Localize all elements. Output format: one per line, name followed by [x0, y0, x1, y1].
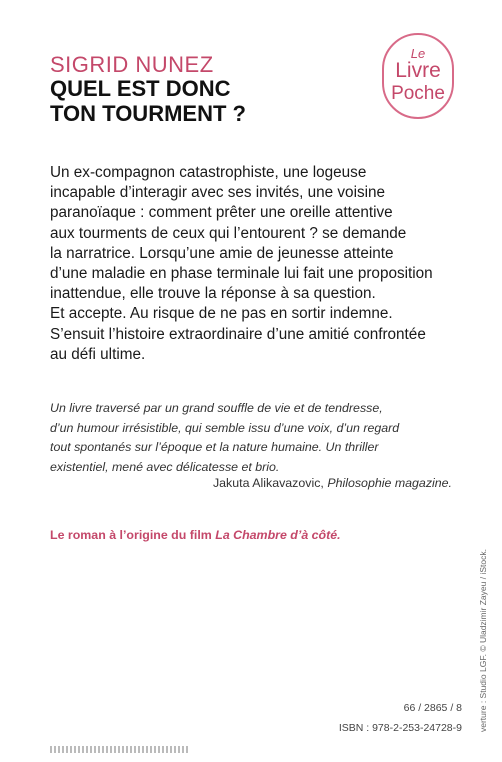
synopsis-line: S’ensuit l’histoire extraordinaire d’une amitié confrontée: [50, 325, 426, 343]
synopsis-line: au défi ultime.: [50, 345, 146, 363]
film-promo: [50, 528, 341, 542]
synopsis-line: Un ex-compagnon catastrophiste, une logeuse: [50, 164, 367, 181]
synopsis-line: incapable d’interagir avec ses invités, une voisine: [50, 184, 386, 202]
synopsis: [50, 163, 470, 365]
catalog-code: 66 / 2865 / 8: [403, 702, 462, 714]
quote-author: Jakuta Alikavazovic,: [212, 476, 324, 490]
isbn: ISBN : 978-2-253-24728-9: [338, 722, 462, 734]
quote-line: Un livre traversé par un grand souffle de vie et de tendresse,: [50, 401, 383, 415]
quote-line: tout spontanés sur l’époque et la nature humaine. Un thriller: [50, 440, 379, 454]
title-line: QUEL EST DONC: [50, 76, 231, 101]
book-title: [50, 76, 246, 126]
synopsis-line: d’une maladie en phase terminale lui fait une proposition: [50, 265, 433, 283]
synopsis-line: aux tourments de ceux qui l’entourent ? se demande: [50, 224, 407, 242]
barcode: [50, 746, 190, 753]
quote-publication: Philosophie magazine.: [327, 476, 452, 490]
logo-line: Le: [410, 46, 426, 61]
promo-film-title: La Chambre d’à côté.: [215, 528, 341, 542]
synopsis-line: la narratrice. Lorsqu’une amie de jeunesse atteinte: [50, 244, 394, 262]
cover-credit: [478, 549, 490, 762]
publisher-logo: [382, 33, 454, 119]
review-quote: [50, 399, 470, 477]
author-name: SIGRID NUNEZ: [50, 52, 214, 77]
synopsis-line: inattendue, elle trouve la réponse à sa question.: [50, 285, 376, 303]
logo-line: Poche: [391, 83, 445, 104]
title-line: TON TOURMENT ?: [50, 101, 246, 126]
quote-line: existentiel, mené avec délicatesse et brio.: [50, 459, 280, 474]
quote-line: d’un humour irrésistible, qui semble issu d’une voix, d’un regard: [50, 420, 400, 435]
quote-attribution: [213, 476, 452, 490]
cover-credit-text: verture : Studio LGF. © Uladzimir Zayeu / iStock.: [478, 549, 488, 732]
logo-line: Livre: [395, 59, 441, 82]
promo-text: Le roman à l’origine du film: [50, 528, 212, 542]
synopsis-line: paranoïaque : comment prêter une oreille attentive: [50, 204, 393, 222]
synopsis-line: Et accepte. Au risque de ne pas en sortir indemne.: [50, 305, 393, 323]
